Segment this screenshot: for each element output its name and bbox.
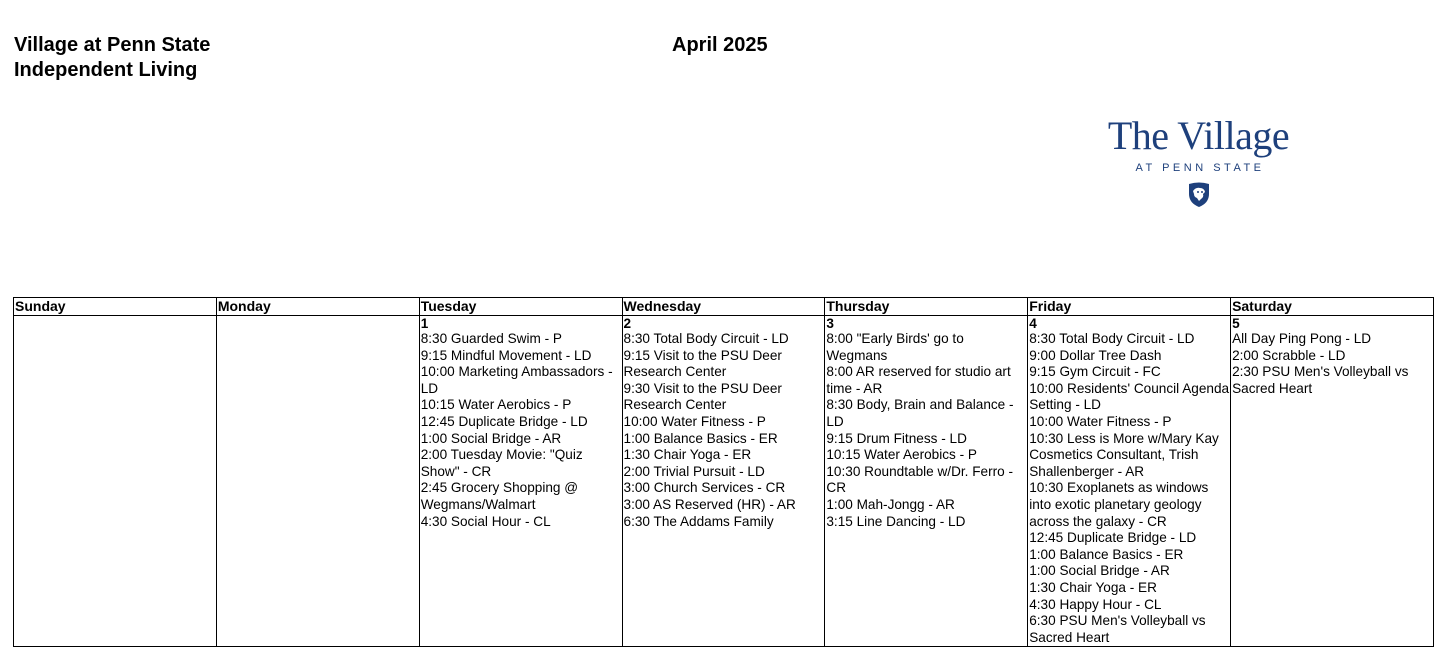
event-item: 9:15 Drum Fitness - LD xyxy=(826,430,967,446)
organization-line-1: Village at Penn State xyxy=(14,34,211,56)
event-item: 8:30 Total Body Circuit - LD xyxy=(1029,331,1195,346)
weekday-header: Saturday xyxy=(1231,298,1434,316)
event-item: 4:30 Happy Hour - CL xyxy=(1029,596,1162,612)
day-cell xyxy=(14,316,217,647)
organization-line-2: Independent Living xyxy=(14,59,198,81)
day-cell xyxy=(622,316,825,647)
weekday-header: Tuesday xyxy=(419,298,622,316)
event-item: 1:30 Chair Yoga - ER xyxy=(1029,579,1157,595)
event-item: 9:00 Dollar Tree Dash xyxy=(1029,347,1162,363)
event-item: 10:15 Water Aerobics - P xyxy=(420,397,572,413)
event-item: 6:30 PSU Men's Volleyball vs Sacred Heart xyxy=(1029,613,1206,645)
event-item: 8:00 "Early Birds' go to Wegmans xyxy=(826,331,964,363)
event-item: 2:00 Scrabble - LD xyxy=(1232,347,1346,363)
day-number: 1 xyxy=(420,316,429,331)
event-item: 8:30 Guarded Swim - P xyxy=(420,331,562,346)
event-item: 2:30 PSU Men's Volleyball vs Sacred Heart xyxy=(1232,364,1409,396)
event-item: 3:00 Church Services - CR xyxy=(623,480,786,496)
event-item: 10:00 Water Fitness - P xyxy=(623,413,766,429)
event-item: 9:15 Visit to the PSU Deer Research Center xyxy=(623,347,782,380)
calendar-grid xyxy=(13,297,1434,647)
event-item: 10:00 Residents' Council Agenda Setting - LD xyxy=(1029,380,1230,413)
logo-subtitle: AT PENN STATE xyxy=(1135,162,1265,174)
event-item: 1:00 Balance Basics - ER xyxy=(623,430,778,446)
event-item: 9:15 Gym Circuit - FC xyxy=(1029,364,1161,380)
weekday-header: Wednesday xyxy=(622,298,825,316)
event-item: 2:45 Grocery Shopping @ Wegmans/Walmart xyxy=(420,480,579,512)
event-item: 10:00 Water Fitness - P xyxy=(1029,413,1172,429)
event-item: 12:45 Duplicate Bridge - LD xyxy=(420,413,588,429)
organization-name xyxy=(14,33,210,83)
event-item: 1:00 Social Bridge - AR xyxy=(420,430,562,446)
event-item: 2:00 Trivial Pursuit - LD xyxy=(623,463,765,479)
village-logo xyxy=(1096,114,1301,208)
event-item: 3:00 AS Reserved (HR) - AR xyxy=(623,496,796,512)
event-item: 8:30 Total Body Circuit - LD xyxy=(623,331,789,346)
event-item: 4:30 Social Hour - CL xyxy=(420,513,551,529)
event-item: 10:15 Water Aerobics - P xyxy=(826,447,977,463)
event-item: 9:15 Mindful Movement - LD xyxy=(420,347,592,363)
event-item: 2:00 Tuesday Movie: "Quiz Show" - CR xyxy=(420,447,583,479)
event-item: 8:00 AR reserved for studio art time - AR xyxy=(826,364,1011,396)
event-item: 1:00 Balance Basics - ER xyxy=(1029,546,1184,562)
logo-wordmark: The Village xyxy=(1107,113,1290,158)
day-cell xyxy=(825,316,1028,647)
weekday-header: Sunday xyxy=(14,298,217,316)
event-item: 1:00 Social Bridge - AR xyxy=(1029,563,1170,579)
event-item: All Day Ping Pong - LD xyxy=(1232,331,1372,346)
event-item: 1:00 Mah-Jongg - AR xyxy=(826,496,955,512)
weekday-header: Thursday xyxy=(825,298,1028,316)
event-item: 10:00 Marketing Ambassadors - LD xyxy=(420,364,613,396)
month-title: April 2025 xyxy=(672,34,768,56)
day-number: 4 xyxy=(1029,316,1037,331)
day-number: 3 xyxy=(826,316,834,331)
event-item: 10:30 Exoplanets as windows into exotic planetary geology across the galaxy - CR xyxy=(1029,480,1209,529)
event-item: 9:30 Visit to the PSU Deer Research Center xyxy=(623,380,782,413)
event-item: 1:30 Chair Yoga - ER xyxy=(623,447,752,463)
week-row xyxy=(14,316,1434,647)
event-item: 12:45 Duplicate Bridge - LD xyxy=(1029,530,1197,546)
day-cell xyxy=(1028,316,1231,647)
penn-state-shield-icon xyxy=(1188,182,1210,208)
day-number: 5 xyxy=(1232,316,1240,331)
event-item: 3:15 Line Dancing - LD xyxy=(826,513,966,529)
event-item: 10:30 Roundtable w/Dr. Ferro - CR xyxy=(826,463,1014,496)
day-cell xyxy=(216,316,419,647)
event-item: 10:30 Less is More w/Mary Kay Cosmetics Consultant, Trish Shallenberger - AR xyxy=(1029,430,1219,479)
weekday-header: Monday xyxy=(216,298,419,316)
weekday-header-row xyxy=(14,298,1434,316)
day-cell xyxy=(1231,316,1434,647)
day-number: 2 xyxy=(623,316,632,331)
day-cell xyxy=(419,316,622,647)
event-item: 8:30 Body, Brain and Balance - LD xyxy=(826,397,1014,429)
weekday-header: Friday xyxy=(1028,298,1231,316)
event-item: 6:30 The Addams Family xyxy=(623,513,774,529)
